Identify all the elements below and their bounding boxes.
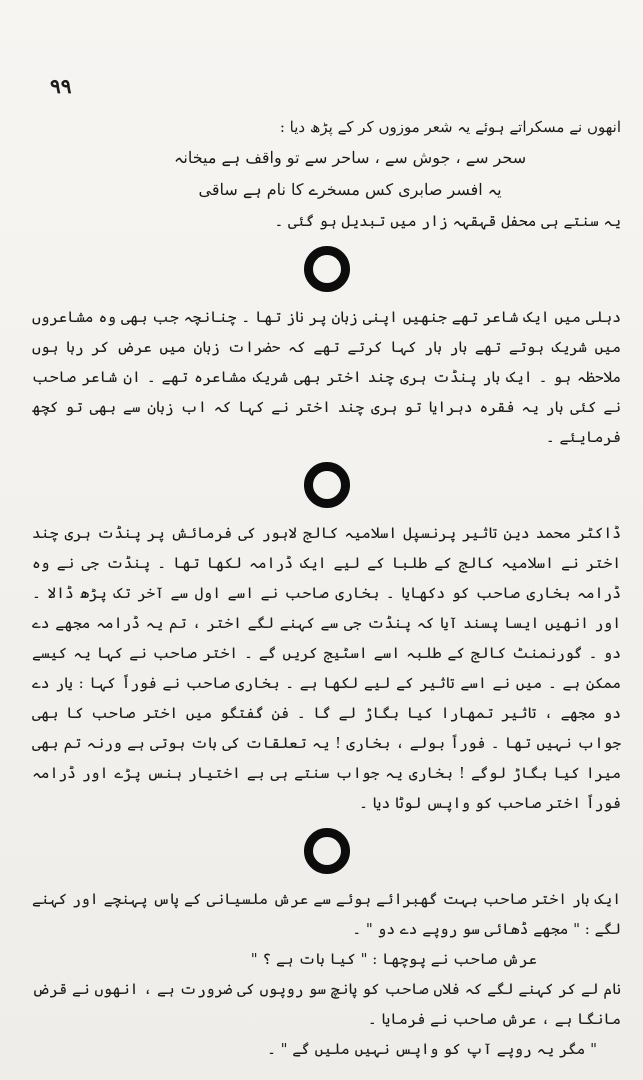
ring-ornament-icon <box>304 828 350 874</box>
anecdote-3-paragraph: ڈاکٹر محمد دین تاثیر پرنسپل اسلامیہ کالج لاہور کی فرمائش پر پنڈت ہری چند اختر نے اسلامیہ کالج کے طلبا کے لیے ایک ڈرامہ لکھا تھا ۔ پنڈت جی نے وہ ڈرامہ بخاری صاحب کو دکھایا ۔ بخاری صاحب نے اسے اول سے آخر تک پڑھ ڈالا ۔ اور انھیں ایسا پسند آیا کہ پنڈت جی سے کہنے لگے اختر ، تم یہ ڈرامہ مجھے دے دو ۔ گورنمنٹ کالج کے طلبہ اسے اسٹیج کریں گے ۔ اختر صاحب نے کہا یہ کیسے ممکن ہے ۔ میں نے اسے تاثیر کے لیے لکھا ہے ۔ بخاری صاحب نے فوراً کہا : یار دے دو مجھے ، تاثیر تمھارا کیا بگاڑ لے گا ۔ فن گفتگو میں اختر صاحب کا بھی جواب نہیں تھا ۔ فوراً بولے ، بخاری ! یہ تعلقات کی بات ہوتی ہے ورنہ تم بھی میرا کیا بگاڑ لوگے ! بخاری یہ جواب سنتے ہی بے اختیار ہنس پڑے اور ڈرامہ فوراً اختر صاحب کو واپس لوٹا دیا ۔ <box>32 524 621 812</box>
ring-ornament-icon <box>304 246 350 292</box>
page-number: ۹۹ <box>50 74 72 98</box>
anecdote-4-punchline: " مگر یہ روپے آپ کو واپس نہیں ملیں گے " ۔ <box>267 1040 597 1058</box>
page-content <box>32 112 621 1064</box>
section-divider-1 <box>32 246 621 292</box>
anecdote-4-question: عرش صاحب نے پوچھا : " کیا بات ہے ؟ " <box>250 950 537 968</box>
anecdote-4-reply: نام لے کر کہنے لگے کہ فلاں صاحب کو پانچ سو روپوں کی ضرورت ہے ، انھوں نے قرض مانگا ہے ، عرش صاحب نے فرمایا ۔ <box>32 980 621 1028</box>
ring-ornament-icon <box>304 462 350 508</box>
section-divider-2 <box>32 462 621 508</box>
intro-line: انھوں نے مسکراتے ہوئے یہ شعر موزوں کر کے پڑھ دیا : <box>279 118 621 136</box>
anecdote-4-opening: ایک بار اختر صاحب بہت گھبرائے ہوئے سے عرش ملسیانی کے پاس پہنچے اور کہنے لگے : " مجھے ڈھائی سو روپے دے دو " ۔ <box>32 890 621 938</box>
anecdote-2-paragraph: دہلی میں ایک شاعر تھے جنھیں اپنی زبان پر ناز تھا ۔ چنانچہ جب بھی وہ مشاعروں میں شریک ہوتے تھے بار بار کہا کرتے تھے کہ حضرات زبان میں عرض کر رہا ہوں ملاحظہ ہو ۔ ایک بار پنڈت ہری چند اختر بھی شریک مشاعرہ تھے ۔ ان شاعر صاحب نے کئی بار یہ فقرہ دہرایا تو ہری چند اختر نے کہا کہ اب زبان سے بھی تو کچھ فرمایئے ۔ <box>32 308 621 446</box>
section-divider-3 <box>32 828 621 874</box>
section-1-closing: یہ سنتے ہی محفل قہقہہ زار میں تبدیل ہو گئی ۔ <box>274 212 621 230</box>
verse-line-1: سحر سے ، جوش سے ، ساحر سے تو واقف ہے میخانہ <box>173 148 527 167</box>
verse-line-2: یہ افسر صابری کس مسخرے کا نام ہے ساقی <box>198 180 502 199</box>
